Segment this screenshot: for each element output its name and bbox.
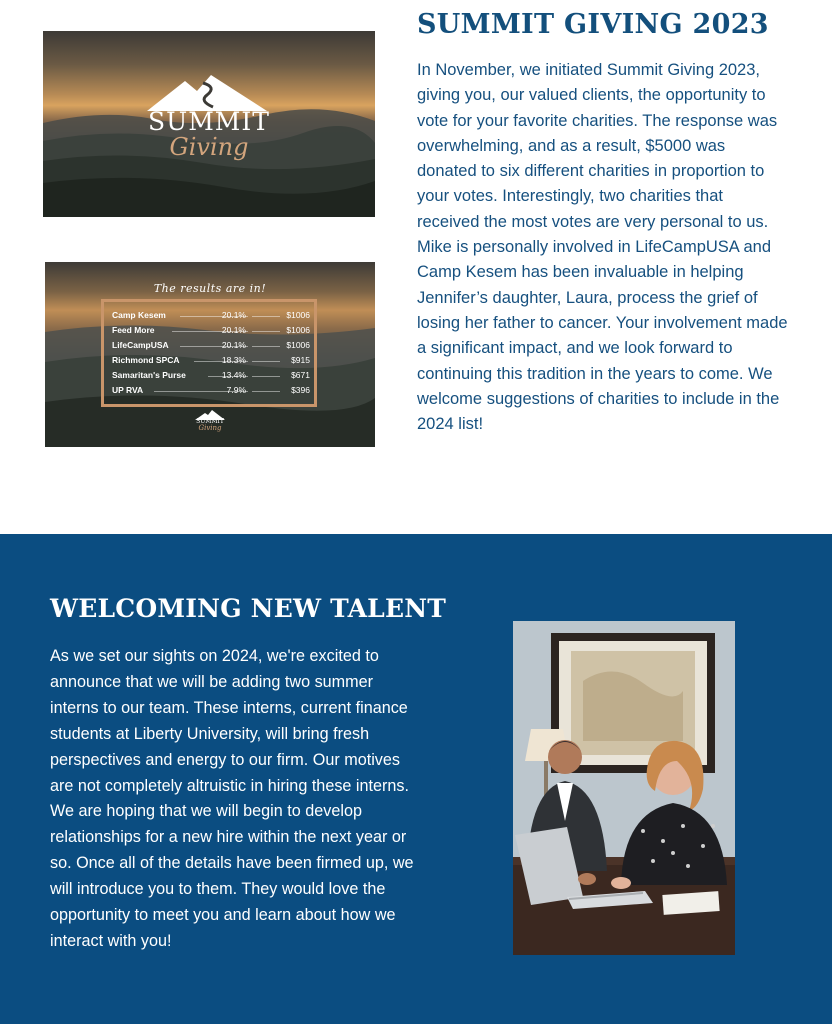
summit-giving-paragraph: In November, we initiated Summit Giving 2023, giving you, our valued clients, the opportunity to vote for your favorite charities. The response was overwhelming, and as a result, $5000 was donated to six different charities in proportion to your votes. Interestingly, two charities that received the most votes are very personal to us. Mike is personally involved in LifeCampUSA and Camp Kesem has been invaluable in helping Jennifer’s daughter, Laura, process the grief of losing her father to cancer. Your involvement made a significant impact, and we look forward to continuing this tradition in the years to come. We welcome suggestions of charities to include in the 2024 list! — [417, 61, 788, 434]
charity-percent: 20.1% — [221, 310, 246, 320]
logo-script-text: Giving — [169, 133, 249, 161]
footer-logo-script: Giving — [198, 424, 222, 432]
results-row — [112, 325, 310, 340]
summit-giving-logo-image — [43, 31, 375, 217]
mountain-logo-icon — [147, 71, 267, 111]
team-photo — [513, 621, 735, 955]
charity-name: Samaritan's Purse — [112, 370, 186, 380]
results-row — [112, 340, 310, 355]
results-row — [112, 310, 310, 325]
results-footer-logo — [195, 410, 225, 436]
welcoming-new-talent-section — [0, 534, 832, 1024]
welcoming-heading: WELCOMING NEW TALENT — [50, 594, 447, 623]
charity-amount: $915 — [291, 355, 310, 365]
charity-name: Feed More — [112, 325, 155, 335]
charity-percent: 7.9% — [226, 385, 246, 395]
charity-percent: 20.1% — [221, 325, 246, 335]
charity-amount: $1006 — [286, 310, 310, 320]
office-scene-graphic — [513, 621, 735, 955]
results-row — [112, 385, 310, 400]
charity-percent: 13.4% — [221, 370, 246, 380]
charity-percent: 18.3% — [221, 355, 246, 365]
results-row — [112, 355, 310, 370]
charity-name: UP RVA — [112, 385, 144, 395]
charity-amount: $1006 — [286, 340, 310, 350]
charity-name: Richmond SPCA — [112, 355, 180, 365]
summit-giving-results-image — [45, 262, 375, 447]
charity-name: LifeCampUSA — [112, 340, 169, 350]
charity-amount: $396 — [291, 385, 310, 395]
footer-logo-wordmark: SUMMIT — [196, 418, 224, 425]
logo-wordmark: SUMMIT — [148, 107, 270, 136]
results-heading: The results are in! — [153, 282, 267, 295]
results-row — [112, 370, 310, 385]
charity-amount: $1006 — [286, 325, 310, 335]
charity-percent: 20.1% — [221, 340, 246, 350]
charity-amount: $671 — [291, 370, 310, 380]
summit-giving-heading: SUMMIT GIVING 2023 — [417, 9, 769, 40]
charity-name: Camp Kesem — [112, 310, 166, 320]
welcoming-paragraph: As we set our sights on 2024, we're excited to announce that we will be adding two summer interns to our team. These interns, current finance students at Liberty University, will bring fresh perspectives and energy to our firm. Our motives are not completely altruistic in hiring these interns. We are hoping that we will begin to develop relationships for a new hire within the next year or so. Once all of the details have been firmed up, we will introduce you to them. They would love the opportunity to meet you and learn about how we interact with you! — [50, 647, 414, 950]
